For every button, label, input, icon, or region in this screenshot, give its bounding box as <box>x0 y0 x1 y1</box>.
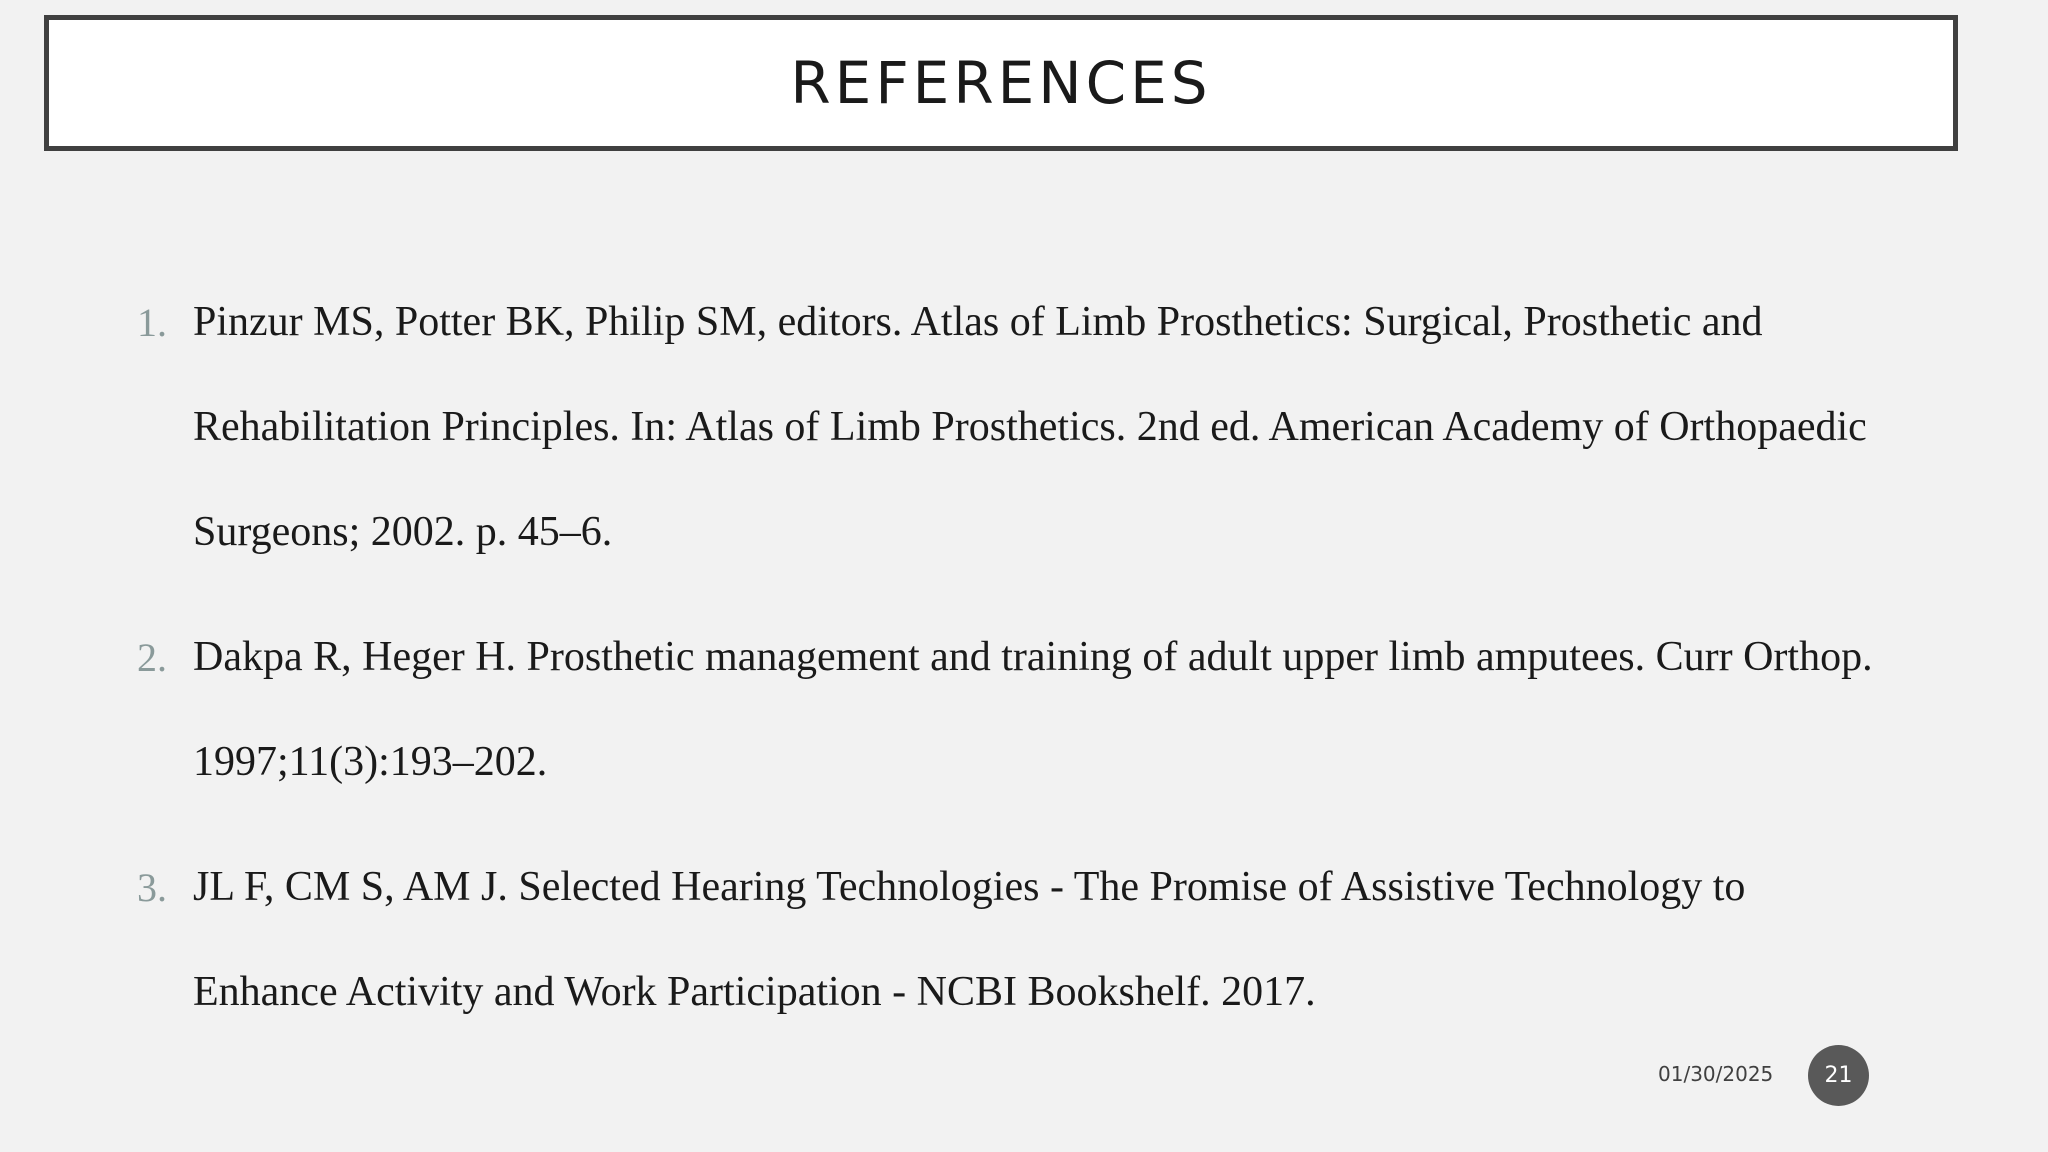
reference-item <box>130 270 1890 585</box>
reference-number: 1. <box>137 300 167 345</box>
page-number-badge: 21 <box>1808 1045 1869 1106</box>
reference-item <box>130 835 1890 1045</box>
reference-text: Pinzur MS, Potter BK, Philip SM, editors. Atlas of Limb Prosthetics: Surgical, Prosthetic and Rehabilitation Principles. In: Atlas of Limb Prosthetics. 2nd ed. American Academy of Orthopaedic Surgeons; 2002. p. 45–6. <box>193 299 1867 555</box>
reference-number: 2. <box>137 635 167 680</box>
footer-date: 01/30/2025 <box>1658 1062 1774 1086</box>
reference-item <box>130 605 1890 815</box>
reference-text: JL F, CM S, AM J. Selected Hearing Technologies - The Promise of Assistive Technology to Enhance Activity and Work Participation - NCBI Bookshelf. 2017. <box>193 864 1746 1015</box>
reference-list <box>130 270 1890 1065</box>
title-box <box>44 15 1958 151</box>
reference-text: Dakpa R, Heger H. Prosthetic management and training of adult upper limb amputees. Curr Orthop. 1997;11(3):193–202. <box>193 634 1873 785</box>
reference-number: 3. <box>137 865 167 910</box>
slide-title: REFERENCES <box>790 49 1212 117</box>
